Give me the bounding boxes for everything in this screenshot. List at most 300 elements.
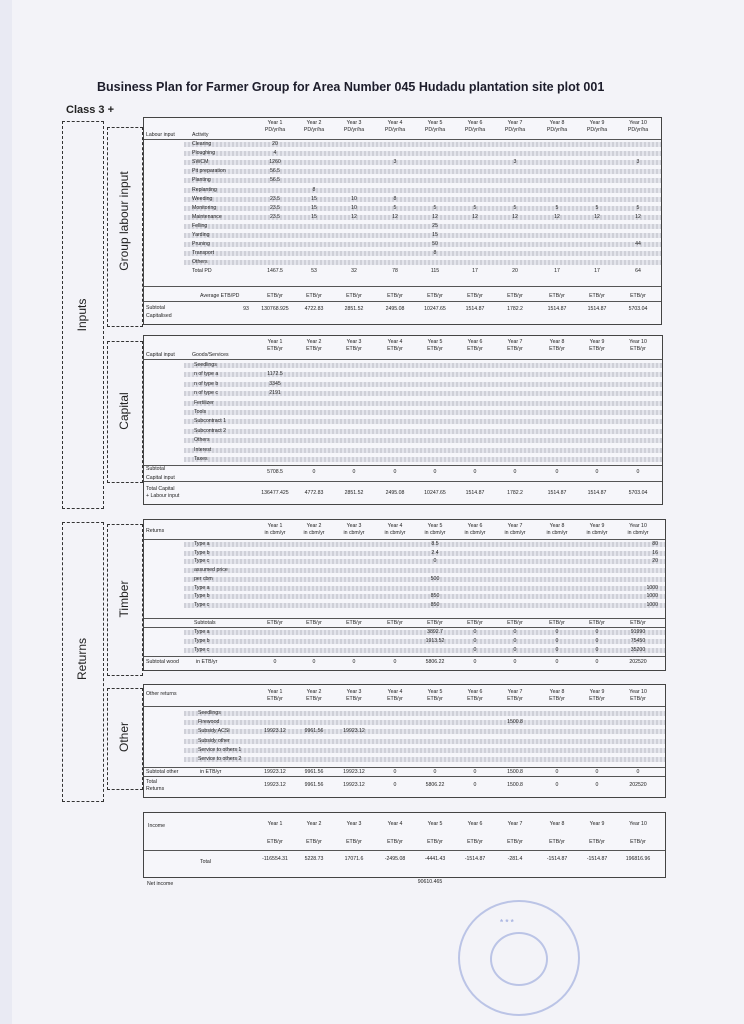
unit-header: PD/yr/ha [424,127,446,133]
labour-cell: 44 [635,241,641,248]
unit-header: PD/yr/ha [264,127,286,133]
capital-subtotal: 0 [352,469,356,475]
row-divider [144,850,665,851]
activity-header: Activity [192,132,209,138]
year-header: Year 4 [387,339,403,345]
subtotal-wood-value: 0 [473,659,477,665]
activity-label: Clearing [192,141,212,147]
subtotal-other-value: 19923.12 [343,769,365,775]
timber-value: 91990 [630,629,646,635]
total-returns-value: 0 [473,782,477,788]
year-header: Year 2 [306,523,322,529]
unit-header: ETB/yr [387,839,403,845]
subtotal-other-value: 0 [636,769,640,775]
labour-cell: 50 [432,241,438,248]
total-returns-value: 5806.22 [425,782,445,788]
page-title: Business Plan for Farmer Group for Area Number 045 Hudadu plantation site plot 001 [97,80,605,94]
capital-total: 1782.2 [507,490,523,496]
unit-header: ETB/yr [427,839,443,845]
capital-item-label: Others [194,437,210,444]
unit-header: ETB/yr [387,346,403,352]
unit-header: ETB/yr [467,839,483,845]
labour-cell: 17 [472,268,478,275]
row-shading [184,410,662,415]
labour-cell: 56.5 [269,177,281,184]
timber-value: 0 [513,638,517,644]
labour-cell: 8 [393,195,397,202]
year-header: Year 5 [427,523,443,529]
unit-header: ETB/yr [387,696,403,702]
etb-unit: ETB/yr [589,620,605,626]
timber-value: 0 [473,647,477,653]
total-capital-label: Total Capital [146,486,175,492]
unit-header: PD/yr/ha [627,127,649,133]
unit-header: ETB/yr [589,346,605,352]
unit-header: ETB/yr [467,346,483,352]
capital-item-label: Seedlings [194,362,217,368]
total-returns-value: 0 [555,782,559,788]
year-header: Year 5 [427,339,443,345]
unit-header: PD/yr/ha [464,127,486,133]
other-item-label: Subsidy other [198,737,230,744]
total-returns-sub: Returns [146,786,165,792]
year-header: Year 10 [629,689,647,695]
unit-header: ETB/yr [549,839,565,845]
labour-subtotal: 2851.52 [344,306,364,312]
unit-header: PD/yr/ha [384,127,406,133]
year-header: Year 10 [629,120,647,126]
capital-subtotal: 0 [473,469,477,475]
year-header: Year 6 [467,120,483,126]
capital-total: 136477.425 [261,490,289,496]
timber-value: 3892.7 [427,629,443,635]
timber-value: 0 [595,638,599,644]
goods-services-header: Goods/Services [192,352,229,358]
etb-unit: ETB/yr [427,293,443,299]
year-header: Year 4 [387,523,403,529]
etb-unit: ETB/yr [427,620,443,626]
labour-cell: 17 [554,268,560,275]
row-divider [144,465,662,466]
row-divider [144,767,665,768]
year-header: Year 3 [346,120,362,126]
timber-returns-table [143,519,666,671]
unit-header: ETB/yr [630,696,646,702]
unit-header: PD/yr/ha [586,127,608,133]
unit-header: ETB/yr [589,696,605,702]
labour-cell: 3 [513,159,517,166]
labour-cell: 12 [392,213,398,220]
etb-unit: ETB/yr [549,293,565,299]
capital-total: 10247.65 [424,490,446,496]
capital-item-label: Taxes [194,456,208,462]
year-header: Year 10 [629,523,647,529]
returns-header: Returns [146,528,165,534]
row-divider [144,539,665,540]
labour-cell: 12 [594,213,600,220]
timber-value: 0 [595,629,599,635]
unit-header: in cbm/yr [546,530,568,536]
year-header: Year 10 [629,821,647,827]
unit-header: in cbm/yr [627,530,649,536]
subtotal-other-value: 0 [433,769,437,775]
row-shading [184,448,662,453]
unit-header: ETB/yr [306,696,322,702]
year-header: Year 7 [507,120,523,126]
capital-subtotal: 0 [636,469,640,475]
row-divider [144,776,665,777]
year-header: Year 10 [629,339,647,345]
total-returns-value: 19923.12 [264,782,286,788]
labour-cell: 8 [433,250,437,257]
capital-subtotal: 0 [433,469,437,475]
capital-subtotal: 0 [513,469,517,475]
unit-header: ETB/yr [630,346,646,352]
labour-cell: 23.5 [269,195,281,202]
labour-cell: 115 [430,268,440,275]
year-header: Year 5 [427,120,443,126]
labour-subtotal: 130768.925 [261,306,289,312]
activity-label: Monitoring [192,204,217,211]
income-total-value: -1514.87 [546,856,568,862]
subtotal-other-value: 0 [595,769,599,775]
income-table [143,812,666,878]
activity-label: Transport [192,250,215,257]
labour-cell: 64 [635,268,641,275]
year-header: Year 4 [387,821,403,827]
unit-header: ETB/yr [549,696,565,702]
year-header: Year 8 [549,821,565,827]
labour-cell: 3 [636,159,640,166]
etb-unit: ETB/yr [549,620,565,626]
timber-y5: 500 [430,575,440,582]
unit-header: ETB/yr [346,839,362,845]
unit-header: ETB/yr [267,346,283,352]
year-header: Year 2 [306,821,322,827]
subtotal-other-value: 19923.12 [264,769,286,775]
row-shading [184,419,662,424]
unit-header: in cbm/yr [384,530,406,536]
row-divider [144,139,661,140]
income-total-value: -116554.31 [262,856,288,862]
timber-value: 0 [513,647,517,653]
row-shading [184,401,662,406]
labour-input-label: + Labour input [146,493,180,499]
labour-cell: 20 [512,268,518,275]
labour-cell: 5 [473,204,477,211]
labour-cell: 12 [635,213,641,220]
labour-cell: 15 [311,213,317,220]
year-header: Year 1 [267,821,283,827]
capital-item-label: Interest [194,446,212,453]
labour-cell: 12 [554,213,560,220]
unit-header: ETB/yr [267,839,283,845]
unit-header: ETB/yr [467,696,483,702]
income-total-value: -1514.87 [464,856,486,862]
unit-header: ETB/yr [306,839,322,845]
year-header: Year 2 [306,689,322,695]
total-returns-value: 0 [393,782,397,788]
row-shading [184,586,665,591]
unit-header: ETB/yr [267,696,283,702]
subtotal-other-value: 0 [393,769,397,775]
activity-label: Pit preparation [192,168,226,175]
labour-cell: 10 [351,204,357,211]
subtotal-wood-label: Subtotal wood [146,659,179,665]
year-header: Year 9 [589,120,605,126]
timber-type-label: Type a [194,584,210,591]
subtotal-label: Subtotal [146,305,166,311]
timber-type-label: assumed price [194,567,228,574]
labour-cell: 23.5 [269,213,281,220]
activity-label: Pruning [192,241,210,248]
average-etb-value: 93 [243,306,249,312]
capital-total: 2851.52 [344,490,364,496]
other-label: Other [117,722,131,753]
labour-cell: 12 [472,213,478,220]
year-header: Year 7 [507,689,523,695]
capitalised-label: Capitalised [146,313,172,319]
average-etb-label: Average ETB/PD [200,293,240,299]
labour-cell: 1260 [269,159,281,166]
timber-value: 0 [473,629,477,635]
labour-cell: 4 [273,150,277,157]
row-divider [144,301,661,302]
subtotal-wood-value: 0 [595,659,599,665]
capital-total: 1514.87 [587,490,607,496]
labour-cell: 10 [351,195,357,202]
unit-header: ETB/yr [346,696,362,702]
income-total-value: -2495.08 [384,856,406,862]
unit-header: ETB/yr [507,346,523,352]
capital-total: 5703.04 [628,490,648,496]
timber-y5: 8.5 [431,541,439,547]
timber-value: 1913.52 [425,638,445,644]
labour-cell: 17 [594,268,600,275]
total-returns-value: 202520 [629,782,647,788]
unit-header: in cbm/yr [343,530,365,536]
row-shading [184,457,662,462]
income-total-value: 5228.73 [304,856,324,862]
unit-header: PD/yr/ha [303,127,325,133]
other-returns-table [143,684,666,798]
income-total-value: 17071.6 [344,856,364,862]
year-header: Year 6 [467,689,483,695]
activity-label: Ploughing [192,150,216,157]
row-shading [184,757,665,762]
year-header: Year 6 [467,821,483,827]
labour-cell: 25 [432,222,438,229]
subtotal-wood-value: 0 [352,659,356,665]
unit-header: ETB/yr [346,346,362,352]
capital-item-label: Tools [194,409,207,415]
total-returns-label: Total [146,779,157,785]
row-shading [184,429,662,434]
timber-y5: 2.4 [431,549,439,556]
unit-header: ETB/yr [630,839,646,845]
capital-total: 2495.08 [385,490,405,496]
income-total-label: Total [200,859,211,865]
timber-value: 75450 [630,638,646,644]
capital-input-label: Capital input [146,475,175,481]
year-header: Year 6 [467,523,483,529]
row-shading [184,720,665,725]
capital-cell: 2191 [269,390,281,397]
subtotal-other-value: 1500.8 [507,769,523,775]
timber-value: 0 [555,638,559,644]
activity-label: Others [192,259,208,266]
net-income-label: Net income [147,881,174,887]
labour-cell: 78 [392,268,398,275]
timber-y10: 1000 [646,601,658,608]
timber-value-label: Type b [194,638,210,644]
labour-subtotal: 1514.87 [587,306,607,312]
subtotal-wood-value: 202520 [629,659,647,665]
capital-item-label: n of type b [194,380,219,387]
timber-y5: 0 [433,558,437,565]
unit-header: ETB/yr [427,346,443,352]
row-divider [144,286,661,287]
unit-header: in cbm/yr [424,530,446,536]
timber-y10: 1000 [646,584,658,591]
unit-header: ETB/yr [589,839,605,845]
subtotal-wood-value: 0 [555,659,559,665]
subtotal-wood-value: 0 [393,659,397,665]
labour-cell: 15 [432,232,438,238]
labour-cell: 20 [272,141,278,147]
other-cell: 9961.56 [304,728,324,735]
labour-cell: 5 [555,204,559,211]
timber-value: 0 [555,629,559,635]
etb-unit: ETB/yr [346,620,362,626]
year-header: Year 8 [549,120,565,126]
income-total-value: -1514.87 [586,856,608,862]
row-divider [144,627,665,628]
row-shading [184,748,665,753]
timber-type-label: Type c [194,601,210,608]
timber-value: 0 [595,647,599,653]
activity-label: Yarding [192,232,210,238]
year-header: Year 1 [267,339,283,345]
etb-unit: ETB/yr [630,293,646,299]
etb-unit: ETB/yr [267,293,283,299]
capital-cell: 1172.5 [267,371,283,378]
etb-unit: ETB/yr [467,620,483,626]
unit-header: ETB/yr [507,696,523,702]
capital-total: 1514.87 [465,490,485,496]
other-item-label: Subsidy ACSI [198,728,230,735]
year-header: Year 1 [267,523,283,529]
subtotal-other-value: 0 [555,769,559,775]
unit-header: in cbm/yr [464,530,486,536]
unit-header: ETB/yr [549,346,565,352]
etb-unit: ETB/yr [306,293,322,299]
other-returns-header: Other returns [146,691,177,697]
income-total-value: 196816.96 [625,856,651,862]
timber-y10: 20 [652,558,658,565]
class-label: Class 3 + [66,104,115,116]
labour-cell: 15 [311,195,317,202]
unit-header: ETB/yr [306,346,322,352]
activity-label: Maintenance [192,213,222,220]
income-header: Income [148,823,166,829]
etb-unit: ETB/yr [387,620,403,626]
labour-subtotal: 10247.65 [424,306,446,312]
etb-unit: ETB/yr [306,620,322,626]
labour-subtotal: 5703.04 [628,306,648,312]
row-shading [184,739,665,744]
total-returns-value: 1500.8 [507,782,523,788]
timber-value: 35200 [630,647,646,653]
other-cell: 19923.12 [264,728,286,735]
subtotal-wood-value: 0 [312,659,316,665]
other-item-label: Seedlings [198,710,221,716]
total-returns-value: 9961.56 [304,782,324,788]
labour-cell: 5 [636,204,640,211]
unit-header: ETB/yr [427,696,443,702]
capital-item-label: Subcontract 1 [194,418,227,425]
unit-header: PD/yr/ha [343,127,365,133]
year-header: Year 6 [467,339,483,345]
year-header: Year 9 [589,689,605,695]
labour-cell: 3 [393,159,397,166]
subtotal-other-label: Subtotal other [146,769,179,775]
labour-subtotal: 1514.87 [465,306,485,312]
labour-cell: 5 [393,204,397,211]
timber-type-label: Type a [194,541,210,547]
other-cell: 19923.12 [343,728,365,735]
labour-input-table [143,117,662,325]
unit-header: in cbm/yr [504,530,526,536]
year-header: Year 8 [549,689,565,695]
year-header: Year 7 [507,821,523,827]
timber-value: 0 [513,629,517,635]
etb-unit: ETB/yr [507,620,523,626]
timber-value: 0 [473,638,477,644]
row-divider [144,618,665,619]
etb-unit: ETB/yr [387,293,403,299]
subtotal-wood-value: 0 [513,659,517,665]
row-shading [184,711,665,716]
year-header: Year 3 [346,339,362,345]
timber-y10: 1000 [646,593,658,600]
etb-unit: ETB/yr [346,293,362,299]
etb-unit: ETB/yr [630,620,646,626]
year-header: Year 7 [507,523,523,529]
capital-input-table [143,335,663,505]
timber-type-label: Type b [194,549,210,556]
capital-subtotal-label: Subtotal [146,466,166,472]
year-header: Year 1 [267,689,283,695]
inputs-label: Inputs [75,298,89,332]
timber-value-label: Type a [194,629,210,635]
timber-type-label: per cbm [194,575,213,582]
labour-cell: 5 [595,204,599,211]
activity-label: Weeding [192,195,213,202]
labour-cell: 15 [311,204,317,211]
returns-label: Returns [75,637,89,681]
activity-label: Replanting [192,186,217,193]
year-header: Year 3 [346,689,362,695]
timber-y10: 80 [652,541,658,547]
capital-subtotal: 5708.5 [267,469,283,475]
row-divider [144,706,665,707]
labour-cell: 5 [513,204,517,211]
capital-item-label: Fertilizer [194,399,214,406]
year-header: Year 8 [549,339,565,345]
activity-label: Felling [192,222,208,229]
labour-cell: 12 [512,213,518,220]
